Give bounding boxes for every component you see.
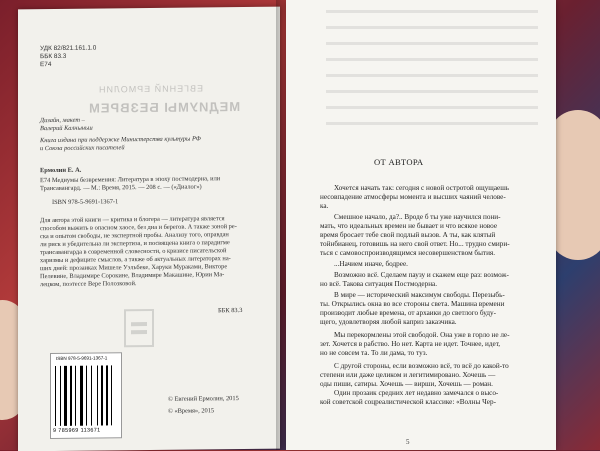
annotation-2: способом выжить в опасном хаосе, без дна и берегов. А также зоной ре- <box>40 223 237 233</box>
barcode-bar <box>91 366 92 426</box>
body-line-16: Мы перекормлены этой свободой. Она уже в горло не ле- <box>334 331 510 339</box>
udk-code: УДК 82/821.161.1.0 <box>40 44 97 53</box>
support-line-2: и Союза российских писателей <box>40 144 125 153</box>
body-line-20: степени или даже целиком и легитимировано. Хочешь — <box>320 371 496 379</box>
annotation-9: лецком, поэтессе Вере Полозковой. <box>40 280 137 289</box>
author-short: Ермолин Е. А. <box>40 166 82 175</box>
barcode-bar <box>55 366 56 426</box>
citation-line-2: Трансавангард. — М.: Время, 2015. — 208 с. — («Диалог») <box>40 183 202 193</box>
body-line-1: Хочется начать так: сегодня с новой остротой ощущаешь <box>334 184 510 192</box>
annotation-8: Пелевине, Владимире Сорокине, Владимире Макашине, Юрии Ма- <box>40 271 225 281</box>
barcode-bar <box>111 365 112 425</box>
barcode-bar <box>106 365 108 425</box>
body-line-3: ка. <box>320 202 329 210</box>
barcode-bar <box>97 366 98 426</box>
isbn-line: ISBN 978-5-9691-1367-1 <box>52 198 119 207</box>
body-line-8: ться с самовоспроизводящимся несовершенством бытия. <box>320 249 496 257</box>
left-page <box>18 7 280 451</box>
annotation-3: ска и опытом свободы, не экспертной пробы. Анализу того, оправдан <box>40 231 229 241</box>
barcode-bar <box>101 365 103 425</box>
citation-line-1: Е74 Медиумы безвремения: Литература в эпоху постмодерна, или <box>40 175 221 185</box>
annotation-7: ших дней: прозаиках Мишеле Уэльбеке, Харуки Мураками, Викторе <box>40 263 228 273</box>
body-line-13: ты. Открылись окна во все стороны света. Машина времени <box>320 300 505 308</box>
body-line-14: производит любые времена, от архаики до светлого буду- <box>320 309 497 317</box>
barcode-bar <box>64 366 67 426</box>
body-line-6: время бросает тебе свой подлый вызов. А ты, как клятый <box>320 231 496 239</box>
bbk-code-2: ББК 83.3 <box>218 307 243 315</box>
barcode-bar <box>80 366 83 426</box>
annotation-6: харизмы и дефиците смыслов, а также об актуальных литераторах на- <box>40 255 231 265</box>
designer-name: Валерий Калныньш <box>40 124 93 133</box>
isbn-barcode <box>50 352 122 439</box>
body-line-22: Один прозаик средних лет недавно замечался о высо- <box>334 389 499 397</box>
right-page <box>286 0 556 450</box>
body-line-9: ...Начием иначе, бодрее. <box>334 260 408 268</box>
body-line-11: но всё. Такова ситуация Постмодерна. <box>320 280 438 288</box>
body-line-2: несовпадение атмосферы момента и высших чаяний челове- <box>320 193 506 201</box>
barcode-isbn: ISBN 978-5-9691-1367-1 <box>56 355 108 361</box>
author-code: Е74 <box>40 61 52 69</box>
body-line-15: щего, удовлетворяя любой каприз заказчика. <box>320 318 457 326</box>
copyright-1: © Евгений Ермолин, 2015 <box>168 395 239 403</box>
support-line-1: Книга издана при поддержке Министерства культуры РФ <box>40 135 201 145</box>
body-line-17: зет. Хочется в рабство. Но нет. Карта не идет. Точнее, идет, <box>320 340 501 348</box>
body-line-5: мать, что идеальных времен не бывает и что всякое новое <box>320 222 498 230</box>
ghost-subtitle: МЕДИУМЫ БЕЗВРЕМ <box>88 99 241 116</box>
body-line-19: С другой стороны, если возможно всё, то всё до какой-то <box>334 362 509 370</box>
annotation-5: трансавангарда в современной словесности, о кризисе писательской <box>40 247 227 257</box>
publisher-logo-icon <box>123 308 155 348</box>
body-line-12: В мире — исторический максимум свободы. Перезыбь- <box>334 291 505 299</box>
section-heading: ОТ АВТОРА <box>374 157 424 167</box>
barcode-number: 9 785969 113671 <box>53 427 101 435</box>
page-number: 5 <box>406 438 410 446</box>
barcode-bar <box>70 366 72 426</box>
bbk-code: ББК 83.3 <box>40 52 67 61</box>
design-label: Дизайн, макет – <box>40 116 85 125</box>
body-line-21: оды пиши, сатиры. Хочешь — вирши, Хочешь — роман. <box>320 380 493 388</box>
body-line-23: кой советской соцреалистической классике: «Волны Чер- <box>320 398 496 406</box>
annotation-1: Для автора этой книги — критика и блогера — литература является <box>40 215 225 225</box>
ghost-title: ЕВГЕНИЙ ЕРМОЛИН <box>98 83 203 95</box>
body-line-4: Смешное начало, да?.. Вроде б ты уже научился пони- <box>334 213 501 221</box>
barcode-bar <box>86 366 87 426</box>
barcode-bar <box>60 366 61 426</box>
body-line-18: но не совсем та. То ли дама, то туз. <box>320 349 428 357</box>
body-line-7: тойнбианец, готовишь на него свой ответ. Но... трудно смири- <box>320 240 510 248</box>
annotation-4: ли риск и убедительна ли экспертиза, и посвящена книга о парадигме <box>40 239 230 249</box>
copyright-2: © «Время», 2015 <box>168 407 215 415</box>
body-line-10: Возможно всё. Сделаем паузу и скажем еще раз: возмож- <box>334 271 509 279</box>
barcode-bar <box>75 366 76 426</box>
